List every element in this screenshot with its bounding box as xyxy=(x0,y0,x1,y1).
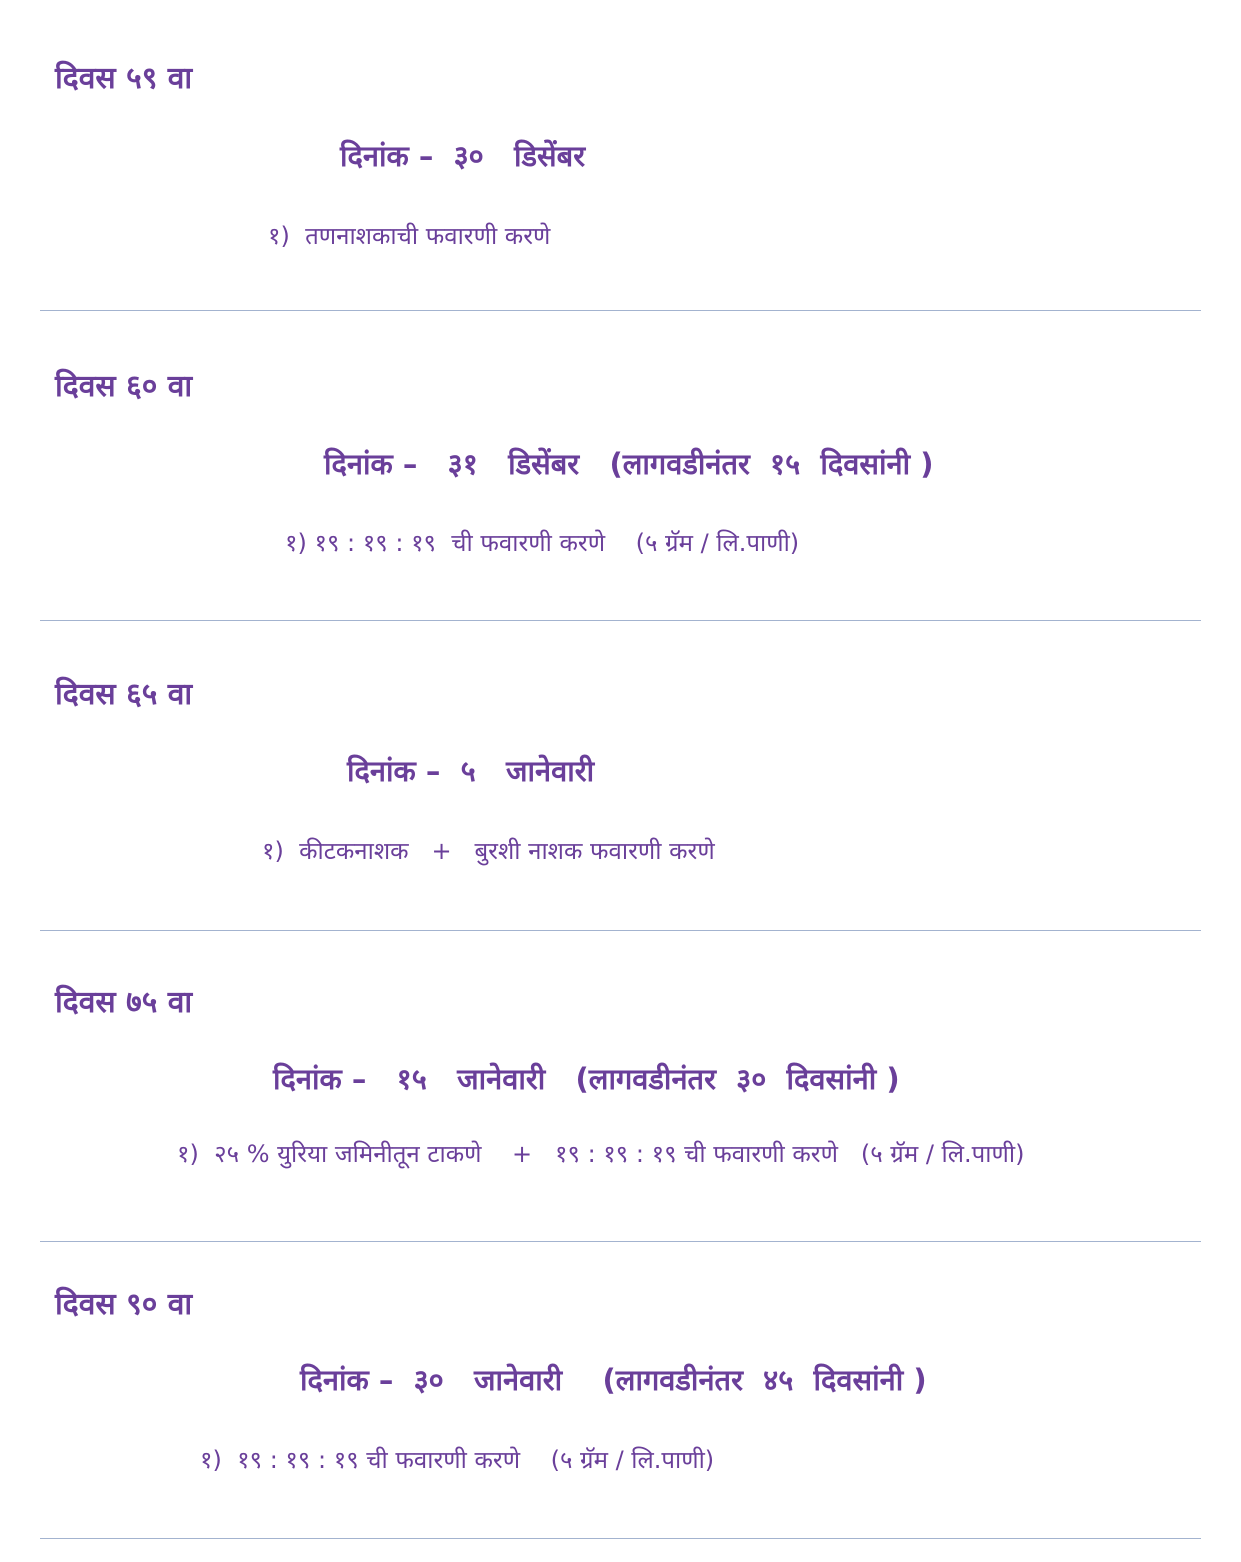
day-heading: दिवस ७५ वा xyxy=(55,985,193,1020)
day-heading: दिवस ५९ वा xyxy=(55,61,193,96)
date-line: दिनांक – ३१ डिसेंबर (लागवडीनंतर १५ दिवसांनी ) xyxy=(324,447,934,481)
task-item: १) कीटकनाशक + बुरशी नाशक फवारणी करणे xyxy=(262,837,715,865)
section-divider xyxy=(40,1241,1201,1242)
section-divider xyxy=(40,310,1201,311)
day-heading: दिवस ६० वा xyxy=(55,369,193,404)
section-divider xyxy=(40,930,1201,931)
task-item: १) १९ : १९ : १९ ची फवारणी करणे (५ ग्रॅम / लि.पाणी) xyxy=(285,529,800,557)
day-heading: दिवस ९० वा xyxy=(55,1287,193,1322)
date-line: दिनांक – १५ जानेवारी (लागवडीनंतर ३० दिवसांनी ) xyxy=(273,1062,900,1096)
task-item: १) २५ % युरिया जमिनीतून टाकणे + १९ : १९ : १९ ची फवारणी करणे (५ ग्रॅम / लि.पाणी) xyxy=(177,1140,1025,1168)
section-divider xyxy=(40,1538,1201,1539)
day-heading: दिवस ६५ वा xyxy=(55,677,193,712)
task-item: १) तणनाशकाची फवारणी करणे xyxy=(268,222,551,250)
section-divider xyxy=(40,620,1201,621)
date-line: दिनांक – ३० डिसेंबर xyxy=(340,139,586,173)
task-item: १) १९ : १९ : १९ ची फवारणी करणे (५ ग्रॅम / लि.पाणी) xyxy=(200,1446,715,1474)
date-line: दिनांक – ५ जानेवारी xyxy=(347,754,595,788)
date-line: दिनांक – ३० जानेवारी (लागवडीनंतर ४५ दिवसांनी ) xyxy=(300,1363,927,1397)
